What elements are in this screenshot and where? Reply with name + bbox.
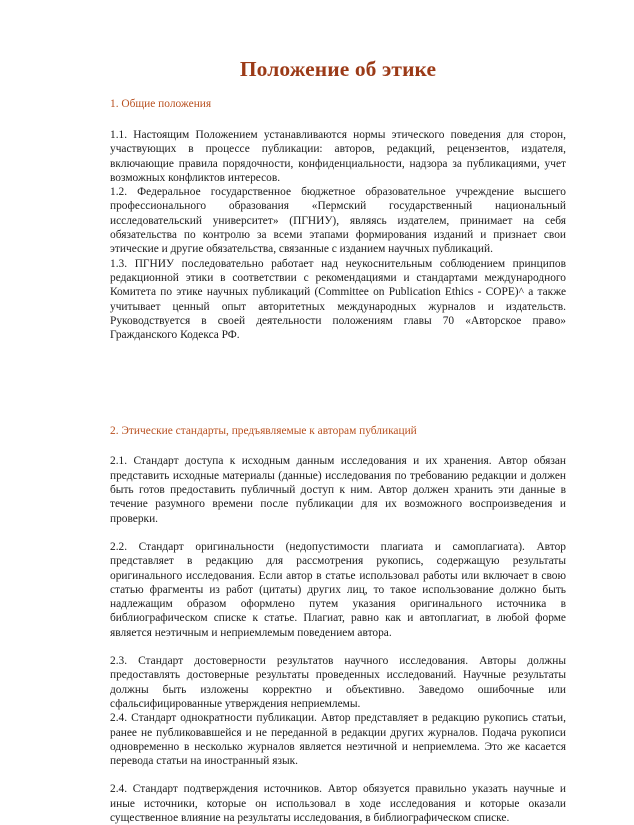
section2-group-4 [110,782,566,825]
paragraph-1-1: 1.1. Настоящим Положением устанавливаются нормы этического поведения для сторон, участвующих в процессе публикации: авторов, редакций, рецензентов, издателя, включающие правила порядочности, конфиденциальности, надзора за публикациями, учет возможных конфликтов интересов. [110,129,566,184]
document-page [110,0,566,825]
paragraph-2-4-sources: 2.4. Стандарт подтверждения источников. Автор обязуется правильно указать научные и иные источники, которые он использовал в ходе исследования и которые оказали существенное влияние на результаты исследования, в библиографическом списке. [110,783,566,824]
paragraph-2-4-single-publication: 2.4. Стандарт однократности публикации. Автор представляет в редакцию рукопись статьи, ранее не публиковавшейся и не переданной в редакции других журналов. Подача рукописи одновременно в несколько журналов является неэтичной и неприемлема. Это же касается перевода статьи на иностранный язык. [110,712,566,768]
section2-group-1 [110,454,566,525]
paragraph-1-2: 1.2. Федеральное государственное бюджетное образовательное учреждение высшего профессионального образования «Пермский государственный национальный исследовательский университет» (ПГНИУ), являясь издателем, принимает на себя обязательства по контролю за всеми этапами формирования изданий и признает свои этические и другие обязательства, связанные с изданием научных публикаций. [110,186,566,256]
page-title: Положение об этике [239,57,437,81]
paragraph-2-1: 2.1. Стандарт доступа к исходным данным исследования и их хранения. Автор обязан представить исходные материалы (данные) исследования по требованию редакции и должен быть готов предоставить публичный доступ к ним. Автор должен хранить эти данные в течение разумного времени после публикации для их возможного воспроизведения и проверки. [110,455,566,525]
paragraph-2-2: 2.2. Стандарт оригинальности (недопустимости плагиата и самоплагиата). Автор представляет в редакцию для рассмотрения рукопись, содержащую результаты оригинального исследования. Если автор в статье использовал работы или включает в свою статью фрагменты из работ (цитаты) других лиц, то такое использование должно быть надлежащим образом оформлено путем указания оригинального источника в библиографическом списке к статье. Плагиат, равно как и автоплагиат, в любой форме является неэтичным и неприемлемым поведением автора. [110,540,566,639]
section2-group-3 [110,654,566,768]
paragraph-2-3: 2.3. Стандарт достоверности результатов научного исследования. Авторы должны предоставлять достоверные результаты проведенных исследований. Научные результаты должны быть изложены корректно и объективно. Заведомо ошибочные или сфальсифицированные утверждения неприемлемы. [110,655,566,710]
section2-group-2 [110,540,566,640]
section-heading-general: 1. Общие положения [110,98,212,110]
section1-body [110,128,566,342]
paragraph-1-3: 1.3. ПГНИУ последовательно работает над неукоснительным соблюдением принципов редакционной этики в соответствии с рекомендациями и стандартами международного Комитета по этике научных публикаций (Committee on Publication Ethics - COPE)^ а также учитывает ценный опыт авторитетных международных журналов и издательств. Руководствуется в своей деятельности положениям главы 70 «Авторское право» Гражданского Кодекса РФ. [110,257,566,342]
section-heading-author-standards: 2. Этические стандарты, предъявляемые к авторам публикаций [110,425,417,438]
